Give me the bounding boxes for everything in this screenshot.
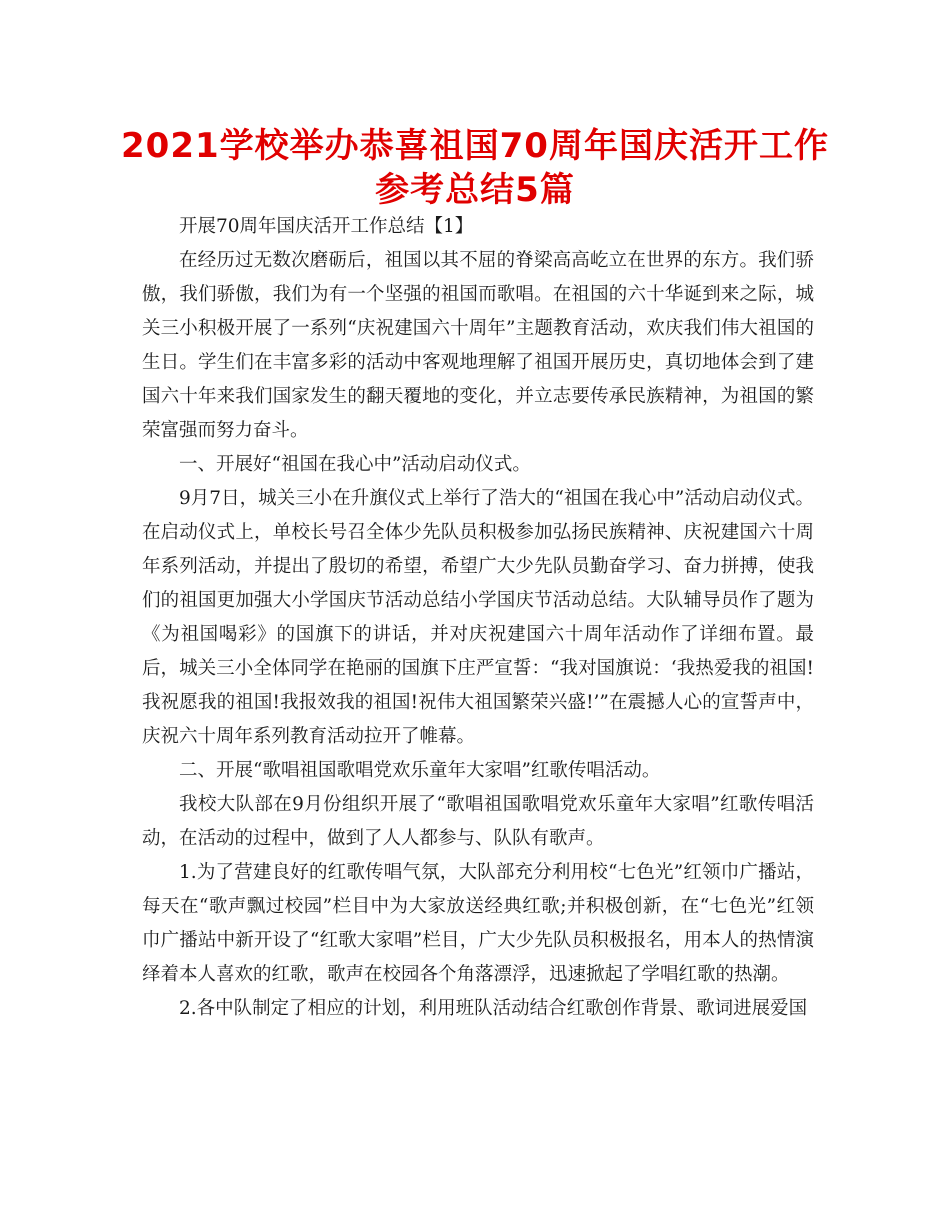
- section-heading: 开展70周年国庆活开工作总结【1】: [179, 216, 474, 237]
- section-heading: 一、开展好“祖国在我心中”活动启动仪式。: [179, 454, 531, 475]
- paragraph: 1.为了营建良好的红歌传唱气氛，大队部充分利用校“七色光”红领巾广播站，每天在“歌声飘过校园”栏目中为大家放送经典红歌;并积极创新，在“七色光”红领巾广播站中新开设了“红歌大家唱”栏目，广大少先队员积极报名，用本人的热情演绎着本人喜欢的红歌，歌声在校园各个角落漂浮，迅速掀起了学唱红歌的热潮。: [142, 862, 814, 985]
- document-body: [142, 210, 814, 1026]
- paragraph: 我校大队部在9月份组织开展了“歌唱祖国歌唱党欢乐童年大家唱”红歌传唱活动，在活动的过程中，做到了人人都参与、队队有歌声。: [142, 794, 814, 849]
- document-title: 2021学校举办恭喜祖国70周年国庆活开工作参考总结5篇: [121, 126, 829, 210]
- paragraph: 在经历过无数次磨砺后，祖国以其不屈的脊梁高高屹立在世界的东方。我们骄傲，我们骄傲，我们为有一个坚强的祖国而歌唱。在祖国的六十华诞到来之际，城关三小积极开展了一系列“庆祝建国六十周年”主题教育活动，欢庆我们伟大祖国的生日。学生们在丰富多彩的活动中客观地理解了祖国开展历史，真切地体会到了建国六十年来我们国家发生的翻天覆地的变化，并立志要传承民族精神，为祖国的繁荣富强而努力奋斗。: [142, 250, 814, 441]
- paragraph: 2.各中队制定了相应的计划，利用班队活动结合红歌创作背景、歌词进展爱国: [179, 998, 808, 1019]
- paragraph: 9月7日，城关三小在升旗仪式上举行了浩大的“祖国在我心中”活动启动仪式。在启动仪式上，单校长号召全体少先队员积极参加弘扬民族精神、庆祝建国六十周年系列活动，并提出了殷切的希望，希望广大少先队员勤奋学习、奋力拼搏，使我们的祖国更加强大小学国庆节活动总结小学国庆节活动总结。大队辅导员作了题为《为祖国喝彩》的国旗下的讲话，并对庆祝建国六十周年活动作了详细布置。最后，城关三小全体同学在艳丽的国旗下庄严宣誓：“我对国旗说：‘我热爱我的祖国!我祝愿我的祖国!我报效我的祖国!祝伟大祖国繁荣兴盛!’”在震撼人心的宣誓声中，庆祝六十周年系列教育活动拉开了帷幕。: [142, 488, 814, 747]
- section-heading: 二、开展“歌唱祖国歌唱党欢乐童年大家唱”红歌传唱活动。: [179, 760, 661, 781]
